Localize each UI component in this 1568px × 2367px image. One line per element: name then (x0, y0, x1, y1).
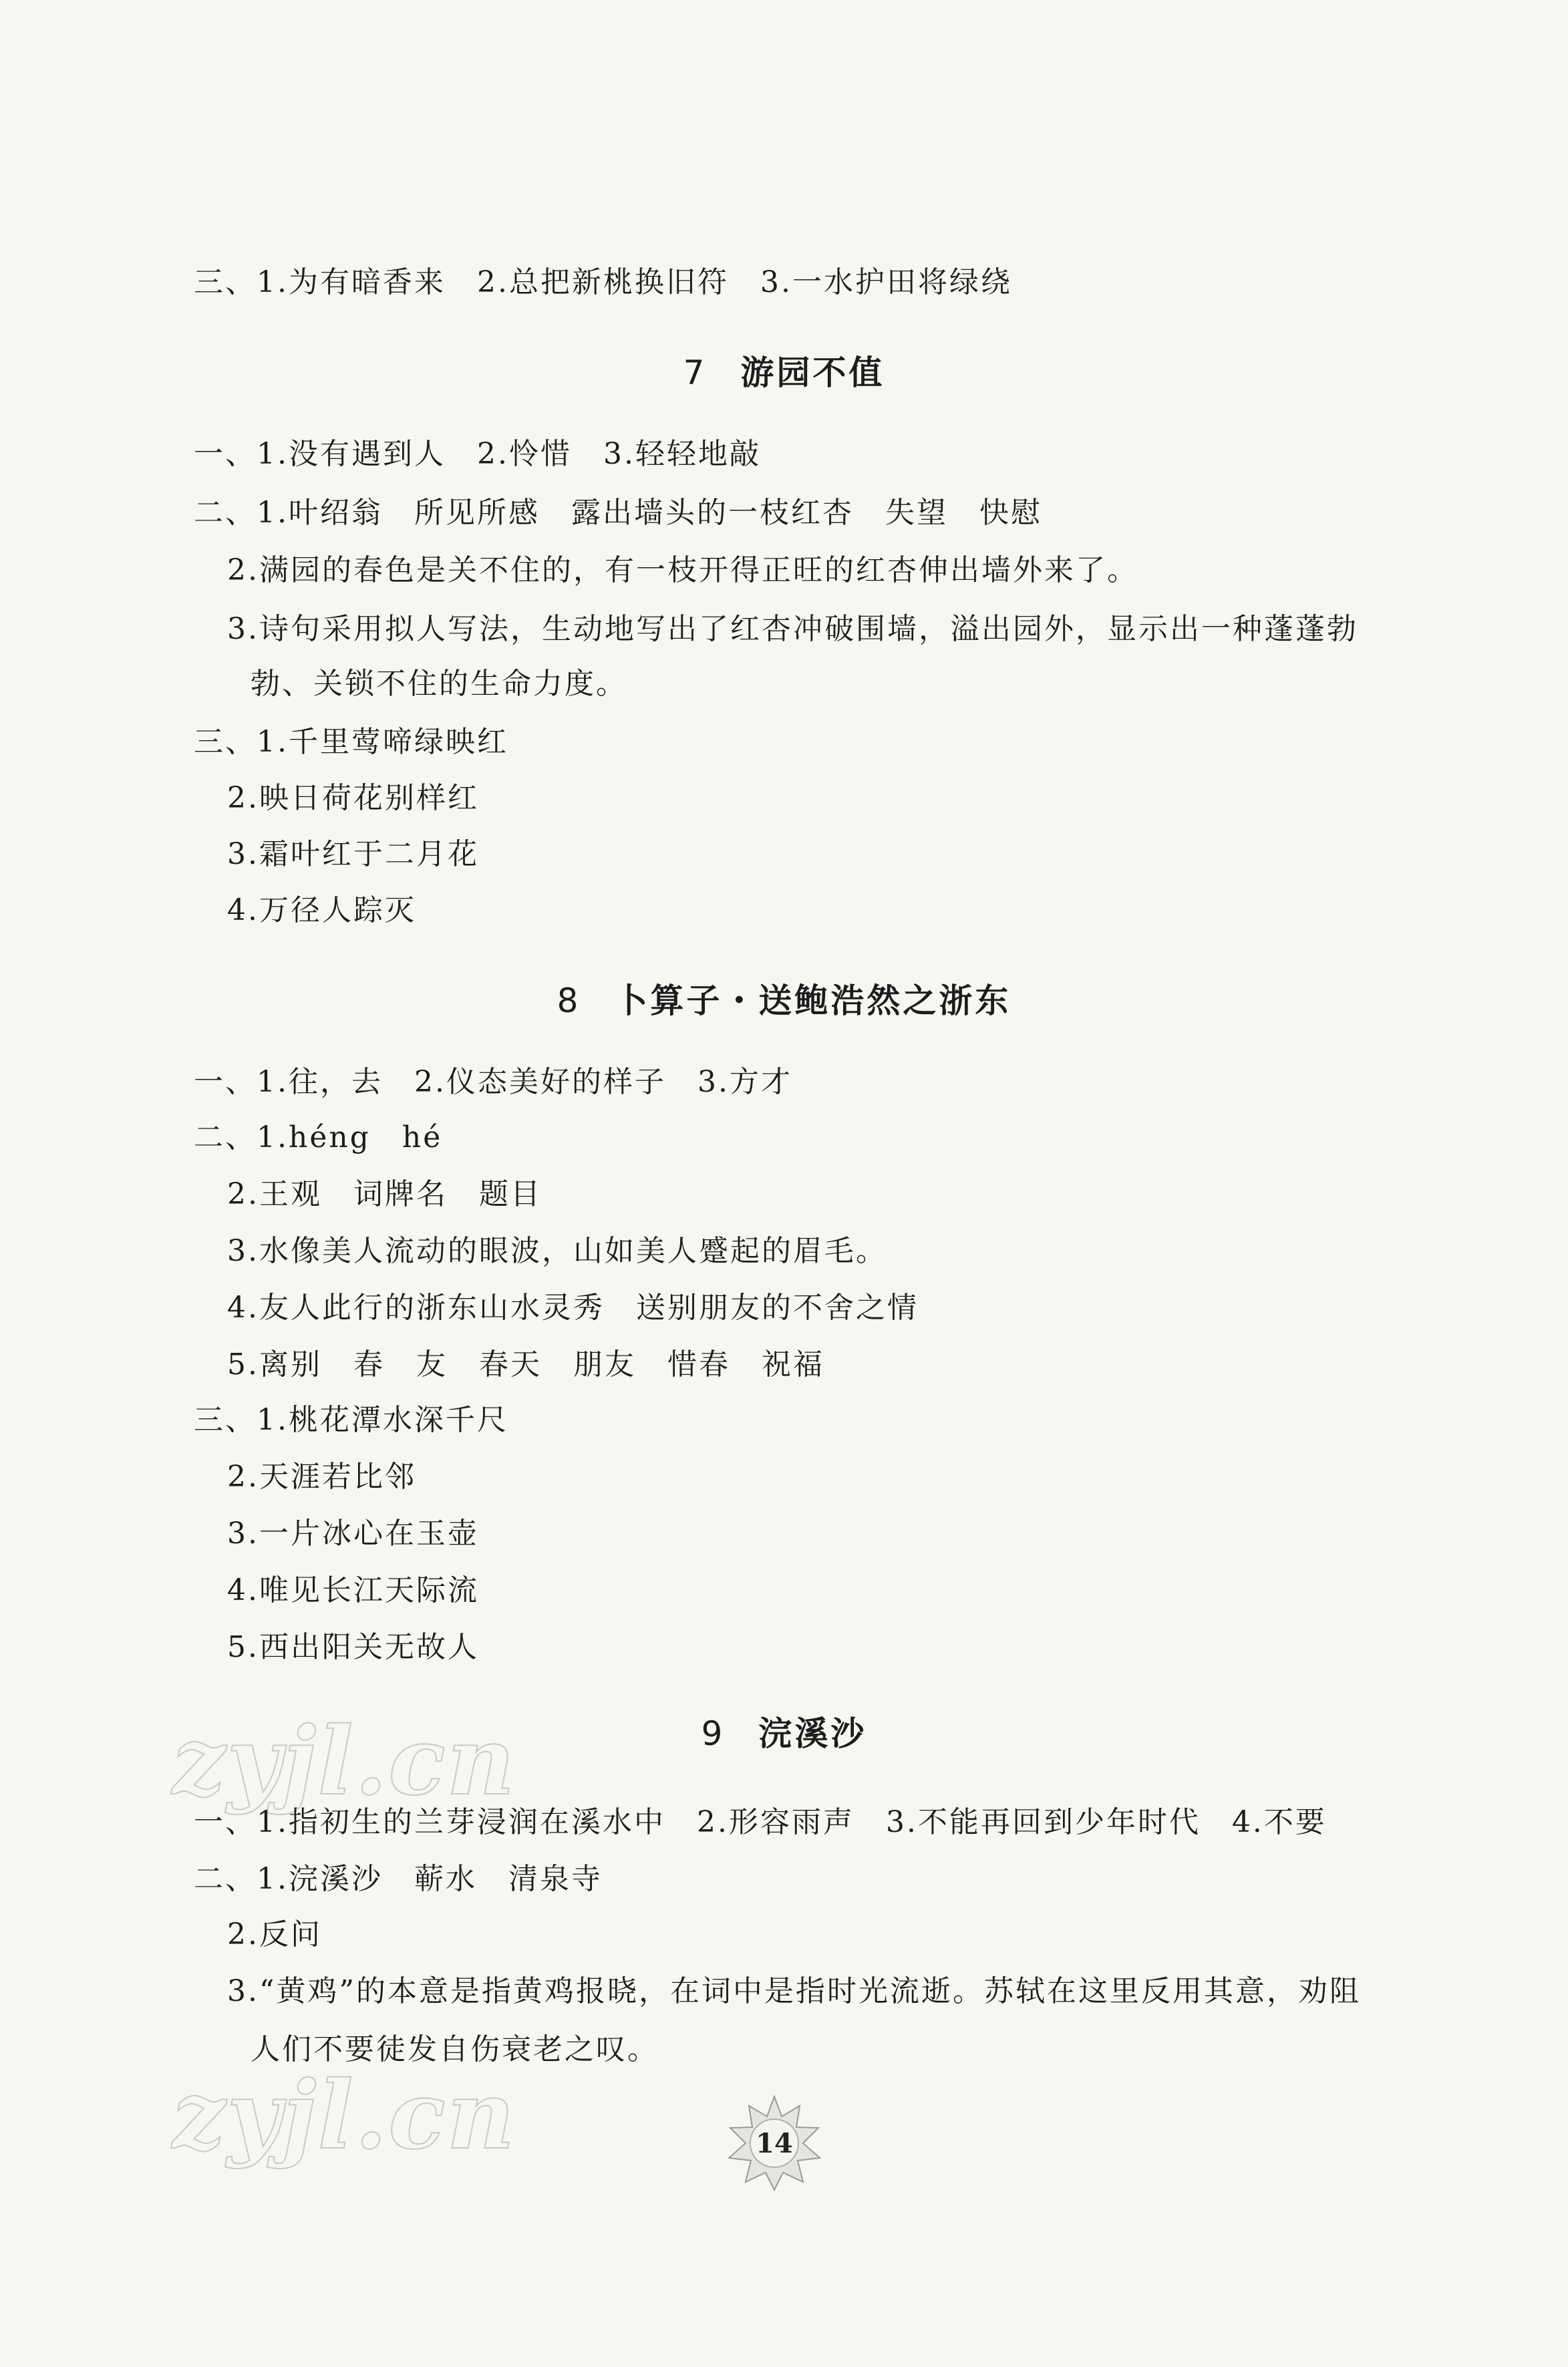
section-number: 7 (683, 353, 708, 392)
answer-line: 2.王观 词牌名 题目 (227, 1177, 542, 1211)
answer-line: 3.霜叶红于二月花 (227, 837, 479, 871)
answer-line: 2.反问 (227, 1917, 322, 1951)
answer-line: 2.满园的春色是关不住的，有一枝开得正旺的红杏伸出墙外来了。 (227, 553, 1138, 587)
section-title: 浣溪沙 (758, 1714, 867, 1753)
answer-line: 二、1.浣溪沙 蕲水 清泉寺 (194, 1862, 603, 1896)
section-heading (0, 1714, 1568, 1754)
answer-line: 二、1.叶绍翁 所见所感 露出墙头的一枝红杏 失望 快慰 (194, 496, 1042, 530)
answer-line: 三、1.桃花潭水深千尺 (194, 1403, 508, 1437)
answer-line: 5.西出阳关无故人 (227, 1630, 479, 1664)
watermark: zyjl.cn (172, 1707, 516, 1817)
answer-line: 4.万径人踪灭 (227, 893, 416, 927)
answer-line: 三、1.为有暗香来 2.总把新桃换旧符 3.一水护田将绿绕 (194, 265, 1012, 299)
page-number: 14 (756, 2127, 793, 2159)
page-number-badge (724, 2091, 824, 2191)
section-number: 8 (557, 981, 581, 1020)
watermark: zyjl.cn (172, 2061, 516, 2171)
answer-line: 一、1.指初生的兰芽浸润在溪水中 2.形容雨声 3.不能再回到少年时代 4.不要 (194, 1805, 1327, 1839)
section-heading (0, 353, 1568, 393)
answer-line: 三、1.千里莺啼绿映红 (194, 725, 508, 759)
answer-line: 2.映日荷花别样红 (227, 781, 479, 815)
section-title: 卜算子・送鲍浩然之浙东 (614, 981, 1011, 1020)
section-heading (0, 981, 1568, 1021)
answer-line: 3.一片冰心在玉壶 (227, 1517, 479, 1551)
answer-line: 4.友人此行的浙东山水灵秀 送别朋友的不舍之情 (227, 1291, 919, 1325)
answer-line: 4.唯见长江天际流 (227, 1573, 479, 1607)
section-number: 9 (701, 1714, 726, 1753)
answer-line: 3.“黄鸡”的本意是指黄鸡报晓，在词中是指时光流逝。苏轼在这里反用其意，劝阻 (227, 1974, 1361, 2008)
section-title: 游园不值 (740, 353, 885, 392)
answer-line: 3.诗句采用拟人写法，生动地写出了红杏冲破围墙，溢出园外，显示出一种蓬蓬勃 (227, 612, 1358, 646)
answer-line: 一、1.没有遇到人 2.怜惜 3.轻轻地敲 (194, 437, 761, 471)
answer-line: 一、1.往，去 2.仪态美好的样子 3.方才 (194, 1065, 792, 1099)
answer-line: 人们不要徒发自伤衰老之叹。 (251, 2032, 659, 2066)
answer-line: 二、1.héng hé (194, 1120, 443, 1154)
answer-line: 3.水像美人流动的眼波，山如美人蹙起的眉毛。 (227, 1234, 887, 1268)
answer-line: 2.天涯若比邻 (227, 1460, 416, 1494)
answer-line: 5.离别 春 友 春天 朋友 惜春 祝福 (227, 1348, 824, 1382)
answer-line: 勃、关锁不住的生命力度。 (251, 667, 627, 701)
